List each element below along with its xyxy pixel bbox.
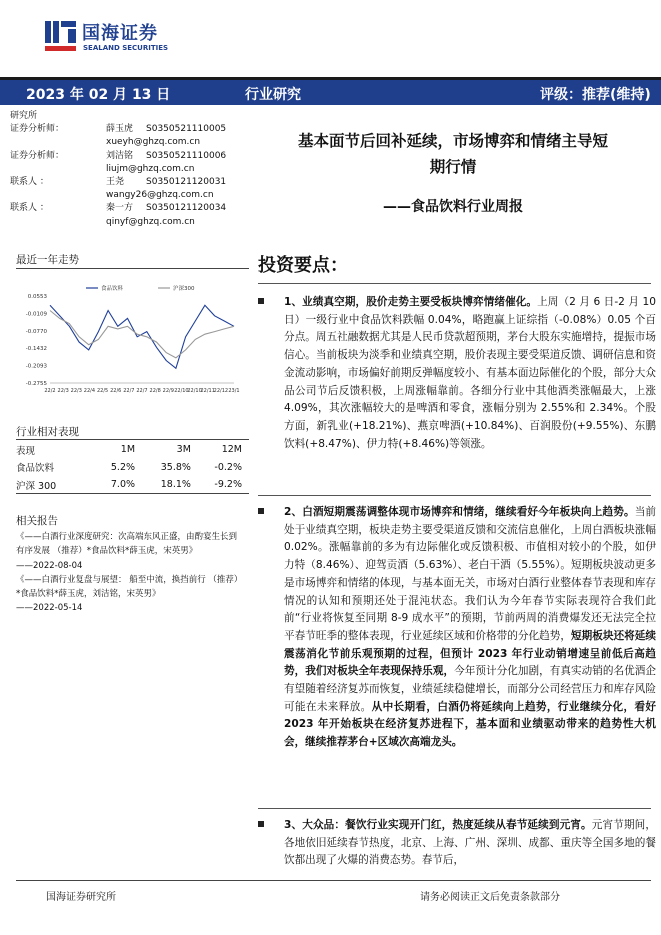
related-report-item[interactable]: 《——白酒行业深度研究：次高端东风正盛，由酌宴生长到有序发展 （推荐）*食品饮料*薛玉虎，宋英男》 — [16, 532, 238, 557]
x-tick-label: 22/7 — [123, 388, 135, 394]
analyst-cert: S0350521110005 — [146, 124, 227, 135]
emphasis-text: 短期板块还将延续震荡消化节前乐观预期的过程，但预计 2023 年行业动销增速呈前低后高趋势，我们对板块全年表现保持乐观， — [284, 629, 657, 678]
emphasis-text: 3、大众品：餐饮行业实现开门红，热度延续从春节延续到元宵。 — [284, 819, 592, 831]
emphasis-text: 2、白酒短期震荡调整体现市场博弈和情绪，继续看好今年板块向上趋势。 — [284, 506, 635, 518]
table-cell: 7.0% — [110, 479, 136, 491]
x-tick-label: 22/2 — [44, 388, 56, 394]
x-tick-label: 23/1 — [228, 388, 240, 394]
rating-value: 推荐(维持) — [582, 87, 651, 103]
contact-email[interactable]: qinyf@ghzq.com.cn — [106, 216, 195, 227]
series-line-0 — [50, 305, 234, 368]
report-banner — [0, 77, 661, 105]
y-tick-label: -0.2093 — [25, 363, 47, 370]
contact-name: 秦一方 — [106, 203, 134, 214]
table-cell: -9.2% — [214, 479, 242, 491]
bullet-icon — [258, 508, 264, 514]
bullet-icon — [258, 821, 264, 827]
contact-cert: S0350121120034 — [146, 203, 227, 214]
table-row — [16, 476, 242, 494]
body-text: 当前处于业绩真空期，板块走势主要受渠道反馈和交流信息催化，上周白酒板块涨幅 0.02%。涨幅靠前的多为有边际催化或反馈积极、市值相对较小的个股，如伊力特（8.46%）、迎驾贡酒（5.63%）、老白干酒（5.55%）。短期板块波动更多是市场博弈和情绪的体现，与基本面无关，市场对白酒行业整体春节表现和库存情况的认知和预期还处于混沌状态。我们认为今年春节实际表现符合我们此前“行业将恢复至同期 8-9 成水平”的预期，节前两周的消费爆发还无法完全拉平春节旺季的整体表现，行业延续区域和价格带的分化趋势， — [284, 506, 657, 642]
y-tick-label: -0.0770 — [25, 328, 47, 335]
analyst-role: 证券分析师： — [10, 150, 65, 161]
legend-label: 食品饮料 — [101, 286, 124, 292]
analyst-block — [10, 110, 250, 229]
table-header: 表现 — [16, 445, 36, 457]
y-tick-label: -0.0109 — [25, 311, 47, 318]
sealand-logo-icon — [44, 18, 78, 54]
body-text: 元宵节期间，各地依旧延续春节热度，北京、上海、广州、深圳、成都、重庆等全国多地的餐饮都出现了火爆的消费态势。春节后， — [284, 819, 656, 867]
title-line-2: 期行情 — [429, 158, 477, 176]
analyst-name: 薛玉虎 — [106, 124, 134, 135]
y-tick-label: -0.2755 — [25, 381, 47, 387]
table-header: 1M — [120, 444, 136, 456]
related-heading: 相关报告 — [16, 515, 58, 527]
footer-disclaimer: 请务必阅读正文后免责条款部分 — [420, 892, 560, 903]
analyst-cert: S0350521110006 — [146, 150, 227, 161]
footer-institute: 国海证券研究所 — [46, 892, 116, 903]
performance-heading: 行业相对表现 — [16, 426, 79, 438]
analyst-email[interactable]: xueyh@ghzq.com.cn — [106, 137, 201, 148]
report-category: 行业研究 — [245, 87, 301, 103]
report-date: 2023 年 02 月 13 日 — [26, 87, 171, 103]
x-tick-label: 22/10 — [187, 388, 202, 394]
related-report-item[interactable]: 《——白酒行业复盘与展望： 船至中流，换挡前行 （推荐）*食品饮料*薛玉虎，刘洁铭，宋英男》 — [16, 574, 243, 600]
emphasis-text: 从中长期看，白酒仍将延续向上趋势，行业继续分化，看好 2023 年开始板块在经济复苏进程下，基本面和业绩驱动带来的趋势性大机会，继续推荐茅台+区域次高端龙头。 — [284, 700, 657, 749]
brand-name-en: SEALAND SECURITIES — [83, 44, 169, 52]
related-report-date: ——2022-05-14 — [16, 603, 83, 614]
table-cell: 5.2% — [110, 461, 136, 473]
body-text: 今年预计分化加剧，有真实动销的名优酒企有望随着经济复苏而恢复，业绩延续稳健增长，而部分公司经营压力和库存风险可能在未来释放。 — [284, 665, 657, 713]
investment-title: 投资要点： — [258, 255, 348, 276]
analyst-name: 刘洁铭 — [106, 150, 134, 161]
x-tick-label: 22/10 — [174, 388, 189, 394]
table-header: 12M — [221, 444, 242, 456]
trend-heading: 最近一年走势 — [16, 254, 79, 266]
divider — [16, 439, 249, 440]
x-tick-label: 22/9 — [162, 388, 174, 394]
x-tick-label: 22/6 — [110, 388, 122, 394]
analyst-email[interactable]: liujm@ghzq.com.cn — [106, 163, 195, 174]
x-tick-label: 22/8 — [149, 388, 161, 394]
table-cell: 18.1% — [160, 479, 191, 491]
y-tick-label: -0.1432 — [25, 346, 47, 353]
report-subtitle: ——食品饮料行业周报 — [383, 199, 523, 215]
investment-point-2 — [258, 504, 656, 752]
x-tick-label: 22/5 — [96, 388, 109, 394]
title-line-1: 基本面节后回补延续，市场博弈和情绪主导短 — [297, 132, 608, 150]
divider — [258, 283, 651, 284]
legend-label: 沪深300 — [173, 286, 195, 292]
x-tick-label: 22/12 — [213, 388, 229, 394]
contact-role: 联系人 ： — [10, 203, 49, 214]
related-reports — [16, 530, 244, 616]
x-tick-label: 22/7 — [136, 388, 148, 394]
related-report-date: ——2022-08-04 — [16, 560, 83, 571]
bullet-icon — [258, 298, 264, 304]
contact-cert: S0350121120031 — [146, 176, 227, 187]
table-cell: 沪深 300 — [16, 480, 57, 492]
x-tick-label: 22/3 — [57, 388, 69, 394]
performance-table — [16, 441, 242, 494]
table-cell: 35.8% — [160, 461, 191, 473]
emphasis-text: 1、业绩真空期，股价走势主要受板块博弈情绪催化。 — [284, 296, 538, 308]
contact-role: 联系人 ： — [10, 176, 49, 187]
brand-logo — [44, 18, 194, 56]
institute-label: 研究所 — [10, 111, 38, 121]
point-text — [284, 294, 656, 453]
rating — [540, 84, 651, 104]
point-text — [284, 817, 656, 870]
table-cell: 食品饮料 — [16, 463, 55, 475]
brand-name-cn: 国海证券 — [82, 23, 158, 44]
analyst-role: 证券分析师： — [10, 124, 65, 135]
table-header-row — [16, 441, 242, 459]
point-text — [284, 504, 656, 752]
investment-point-3 — [258, 817, 656, 870]
y-tick-label: 0.0553 — [27, 294, 47, 300]
x-tick-label: 22/4 — [83, 388, 96, 394]
footer-divider — [16, 880, 651, 881]
contact-email[interactable]: wangy26@ghzq.com.cn — [106, 190, 214, 201]
divider — [16, 493, 249, 494]
x-tick-label: 22/3 — [70, 388, 82, 394]
contact-name: 王尧 — [106, 176, 125, 187]
divider — [16, 268, 249, 269]
divider — [258, 808, 651, 809]
report-title — [258, 128, 648, 180]
table-row — [16, 459, 242, 477]
rating-label: 评级： — [540, 87, 582, 103]
x-tick-label: 22/11 — [200, 388, 215, 394]
table-cell: -0.2% — [214, 461, 242, 473]
divider — [258, 495, 651, 496]
investment-point-1 — [258, 294, 656, 453]
trend-chart — [16, 282, 249, 402]
body-text: 上周（2 月 6 日-2 月 10 日）一级行业中食品饮料跌幅 0.04%，略跑赢上证综指（-0.08%）0.05 个百分点。周五社融数据尤其是人民币贷款超预期，茅台大股东实施增持，提振市场信心。当前板块为淡季和业绩真空期，股价表现主要受渠道反馈、调研信息和资金流动影响，市场偏好前期反弹幅度较小、有基本面边际催化的个股，部分大众品公司节后反馈积极，上周涨幅靠前。各细分行业中其他酒类涨幅最大，上涨 4.09%，其次涨幅较大的是啤酒和零食，涨幅分别为 2.55%和 2.34%。个股方面，新乳业(+18.21%)、燕京啤酒(+10.84%)、百润股份(+9.55%)、东鹏饮料(+8.47%)、伊力特(+8.46%)等领涨。 — [284, 296, 656, 450]
table-header: 3M — [176, 444, 191, 456]
